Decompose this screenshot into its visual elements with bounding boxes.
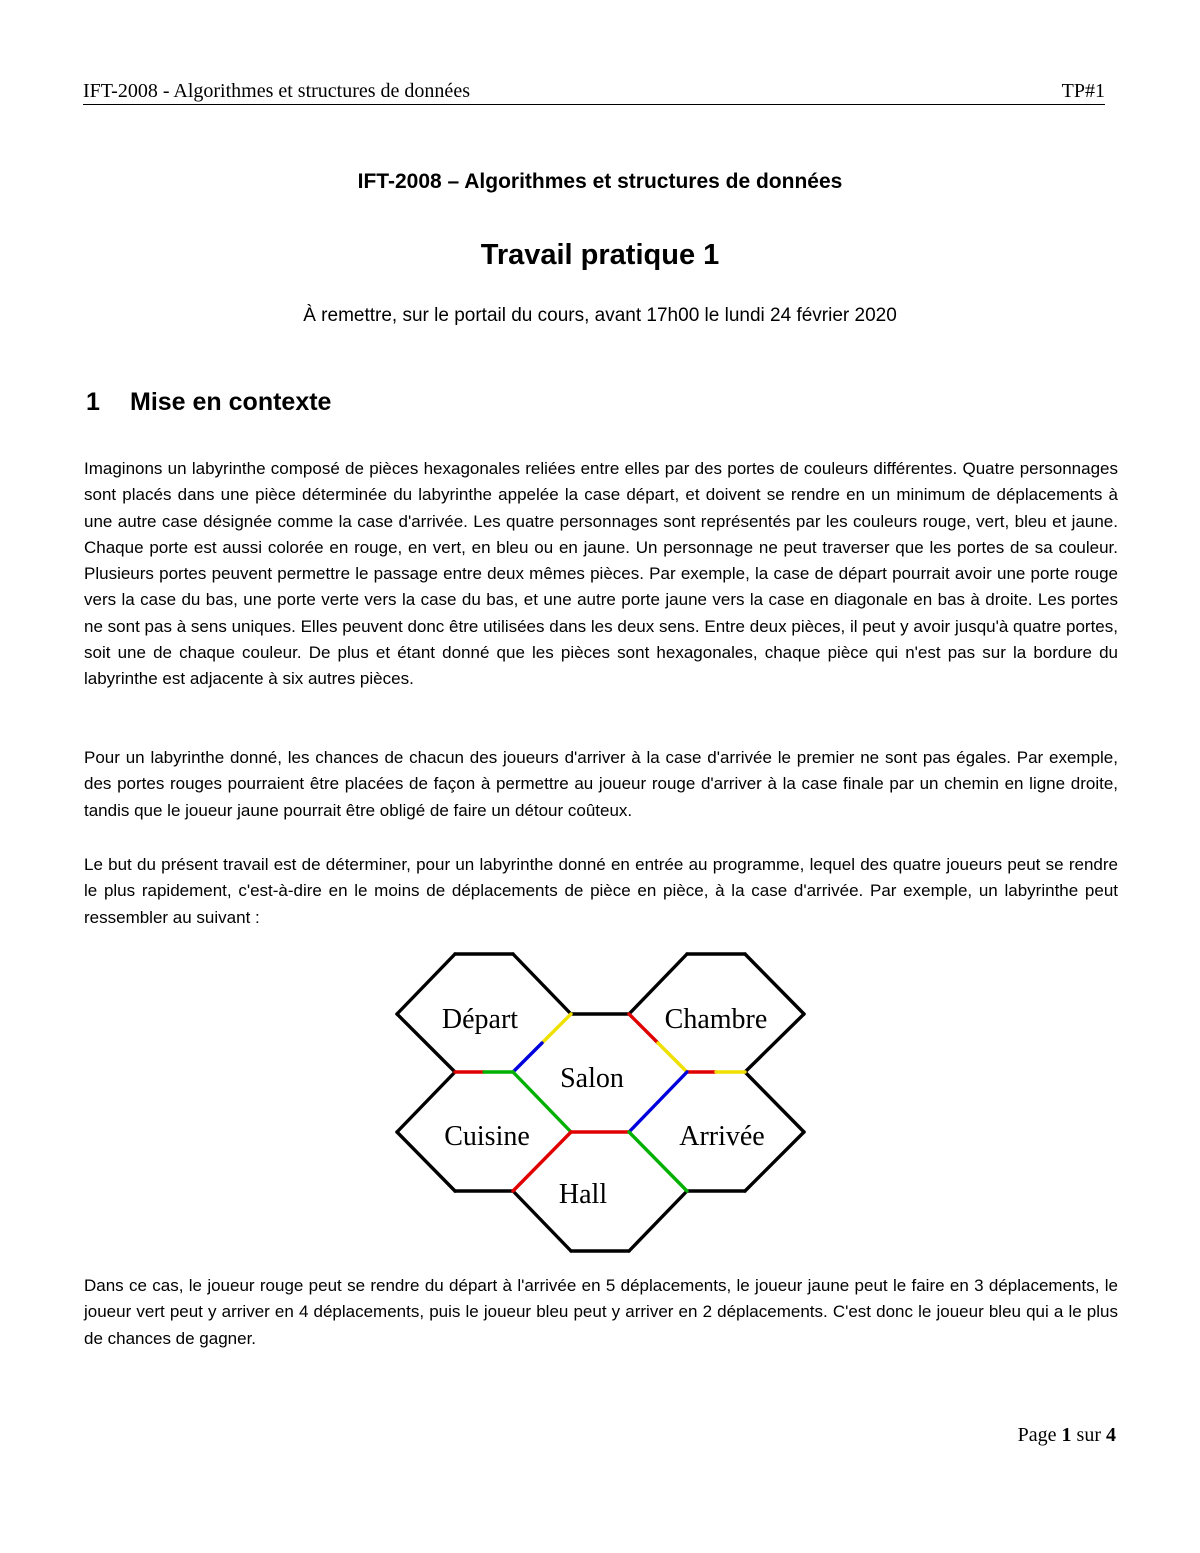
door-depart-salon-a bbox=[542, 1014, 571, 1043]
room-label-salon: Salon bbox=[560, 1063, 624, 1094]
room-label-depart: Départ bbox=[441, 1004, 519, 1035]
page-label: Page bbox=[1017, 1424, 1057, 1446]
room-label-chambre: Chambre bbox=[664, 1004, 768, 1035]
door-salon-chambre-b bbox=[658, 1043, 687, 1072]
section-number: 1 bbox=[86, 388, 100, 416]
page-title: Travail pratique 1 bbox=[480, 239, 720, 271]
due-date: À remettre, sur le portail du cours, avant 17h00 le lundi 24 février 2020 bbox=[303, 305, 897, 326]
room-label-arrivee: Arrivée bbox=[679, 1121, 765, 1152]
door-salon-chambre-a bbox=[629, 1014, 658, 1043]
door-salon-arrivee-a bbox=[658, 1072, 687, 1102]
paragraph-chances: Pour un labyrinthe donné, les chances de chacun des joueurs d'arriver à la case d'arrivée le premier ne sont pas égales. Par exemple, des portes rouges pourraient être placées de façon à permettre au joueur rouge d'arriver à la case finale par un chemin en ligne droite, tandis que le joueur jaune pourrait être obligé de faire un détour coûteux. bbox=[84, 748, 1118, 820]
labyrinth-figure bbox=[380, 946, 820, 1256]
header-tp: TP#1 bbox=[1061, 80, 1105, 102]
section-title: Mise en contexte bbox=[130, 388, 332, 416]
door-depart-salon-b bbox=[513, 1043, 542, 1072]
outer-wall-11 bbox=[629, 1191, 687, 1251]
outer-wall-2 bbox=[513, 954, 571, 1014]
paragraph-example-result: Dans ce cas, le joueur rouge peut se rendre du départ à l'arrivée en 5 déplacements, le joueur jaune peut le faire en 3 déplacements, le joueur vert peut y arriver en 4 déplacements, puis le joueur bleu peut y arriver en 2 déplacements. C'est donc le joueur bleu qui a le plus de chances de gagner. bbox=[84, 1276, 1118, 1348]
course-title: IFT-2008 – Algorithmes et structures de données bbox=[357, 170, 843, 193]
page-current: 1 bbox=[1061, 1424, 1072, 1446]
header-course: IFT-2008 - Algorithmes et structures de données bbox=[83, 80, 470, 102]
labyrinth-diagram bbox=[380, 946, 820, 1256]
page-number bbox=[1018, 1424, 1116, 1447]
paragraph-goal: Le but du présent travail est de déterminer, pour un labyrinthe donné en entrée au programme, lequel des quatre joueurs peut se rendre le plus rapidement, c'est-à-dire en le moins de déplacements de pièce en pièce, à la case d'arrivée. Par exemple, un labyrinthe peut ressembler au suivant : bbox=[84, 855, 1118, 927]
room-label-cuisine: Cuisine bbox=[444, 1121, 530, 1152]
section-heading bbox=[86, 388, 331, 417]
paragraph-intro: Imaginons un labyrinthe composé de pièces hexagonales reliées entre elles par des portes de couleurs différentes. Quatre personnages sont placés dans une pièce déterminée du labyrinthe appelée la case départ, et doivent se rendre en un minimum de déplacements à une autre case désignée comme la case d'arrivée. Les quatre personnages sont représentés par les couleurs rouge, vert, bleu et jaune. Chaque porte est aussi colorée en rouge, en vert, en bleu ou en jaune. Un personnage ne peut traverser que les portes de sa couleur. Plusieurs portes peuvent permettre le passage entre deux mêmes pièces. Par exemple, la case de départ pourrait avoir une porte rouge vers la case du bas, une porte verte vers la case du bas, et une autre porte jaune vers la case en diagonale en bas à droite. Les portes ne sont pas à sens uniques. Elles peuvent donc être utilisées dans les deux sens. Entre deux pièces, il peut y avoir jusqu'à quatre portes, soit une de chaque couleur. De plus et étant donné que les pièces sont hexagonales, chaque pièce qui n'est pas sur la bordure du labyrinthe est adjacente à six autres pièces. bbox=[84, 459, 1118, 689]
door-salon-arrivee-b bbox=[629, 1102, 658, 1132]
page-header bbox=[83, 80, 1105, 105]
room-label-hall: Hall bbox=[558, 1179, 608, 1210]
page-total: 4 bbox=[1106, 1424, 1116, 1446]
page-of-label: sur bbox=[1076, 1424, 1101, 1446]
